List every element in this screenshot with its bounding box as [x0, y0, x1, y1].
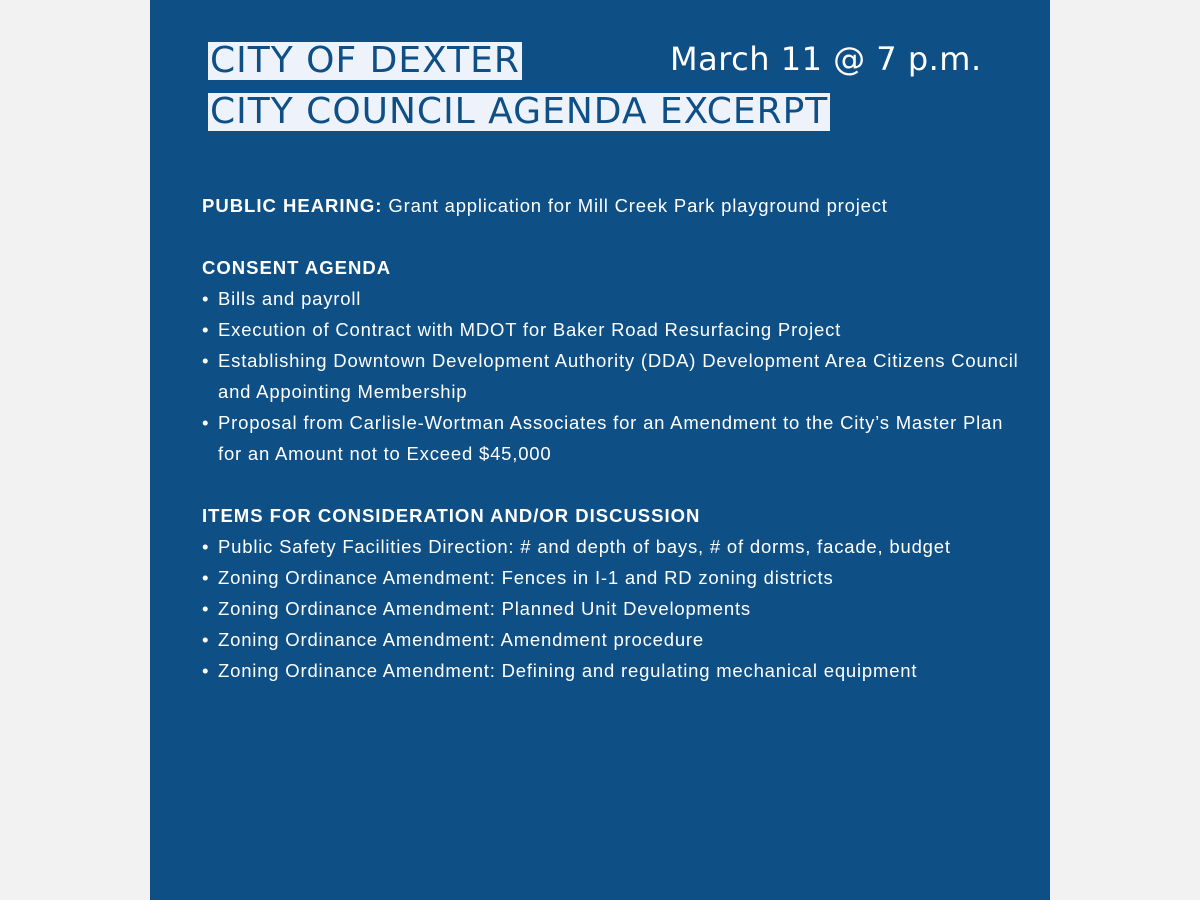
list-item — [202, 562, 1032, 593]
list-item — [202, 407, 1032, 469]
list-item-text: Zoning Ordinance Amendment: Defining and regulating mechanical equipment — [218, 660, 918, 681]
consent-agenda-section — [202, 252, 1032, 469]
consent-agenda-list — [202, 283, 1032, 469]
list-item-text: Bills and payroll — [218, 288, 362, 309]
meeting-date: March 11 @ 7 p.m. — [670, 40, 982, 78]
list-item — [202, 283, 1032, 314]
bullet-icon: • — [202, 288, 210, 309]
list-item-text: Proposal from Carlisle-Wortman Associates for an Amendment to the City’s Master Plan for an Amount not to Exceed $45,000 — [218, 412, 1004, 464]
bullet-icon: • — [202, 319, 210, 340]
list-item — [202, 345, 1032, 407]
public-hearing-label: PUBLIC HEARING: — [202, 195, 383, 216]
consideration-heading: ITEMS FOR CONSIDERATION AND/OR DISCUSSION — [202, 505, 701, 526]
list-item — [202, 655, 1032, 686]
list-item-text: Zoning Ordinance Amendment: Planned Unit Developments — [218, 598, 751, 619]
title-city: CITY OF DEXTER — [210, 40, 520, 81]
bullet-icon: • — [202, 660, 210, 681]
bullet-icon: • — [202, 629, 210, 650]
consideration-list — [202, 531, 1032, 686]
public-hearing-section — [202, 190, 1032, 221]
list-item-text: Execution of Contract with MDOT for Baker Road Resurfacing Project — [218, 319, 842, 340]
bullet-icon: • — [202, 350, 210, 371]
list-item-text: Public Safety Facilities Direction: # and depth of bays, # of dorms, facade, budget — [218, 536, 951, 557]
list-item — [202, 593, 1032, 624]
list-item — [202, 624, 1032, 655]
bullet-icon: • — [202, 412, 210, 433]
list-item — [202, 314, 1032, 345]
list-item-text: Zoning Ordinance Amendment: Fences in I-1 and RD zoning districts — [218, 567, 834, 588]
list-item-text: Establishing Downtown Development Authority (DDA) Development Area Citizens Council and Appointing Membership — [218, 350, 1019, 402]
agenda-panel — [150, 0, 1050, 900]
agenda-content — [202, 190, 1032, 717]
consideration-section — [202, 500, 1032, 686]
bullet-icon: • — [202, 598, 210, 619]
consent-agenda-heading: CONSENT AGENDA — [202, 257, 392, 278]
list-item — [202, 531, 1032, 562]
list-item-text: Zoning Ordinance Amendment: Amendment procedure — [218, 629, 704, 650]
title-agenda-excerpt: CITY COUNCIL AGENDA EXCERPT — [210, 91, 829, 132]
bullet-icon: • — [202, 567, 210, 588]
public-hearing-text: Grant application for Mill Creek Park playground project — [382, 195, 888, 216]
bullet-icon: • — [202, 536, 210, 557]
